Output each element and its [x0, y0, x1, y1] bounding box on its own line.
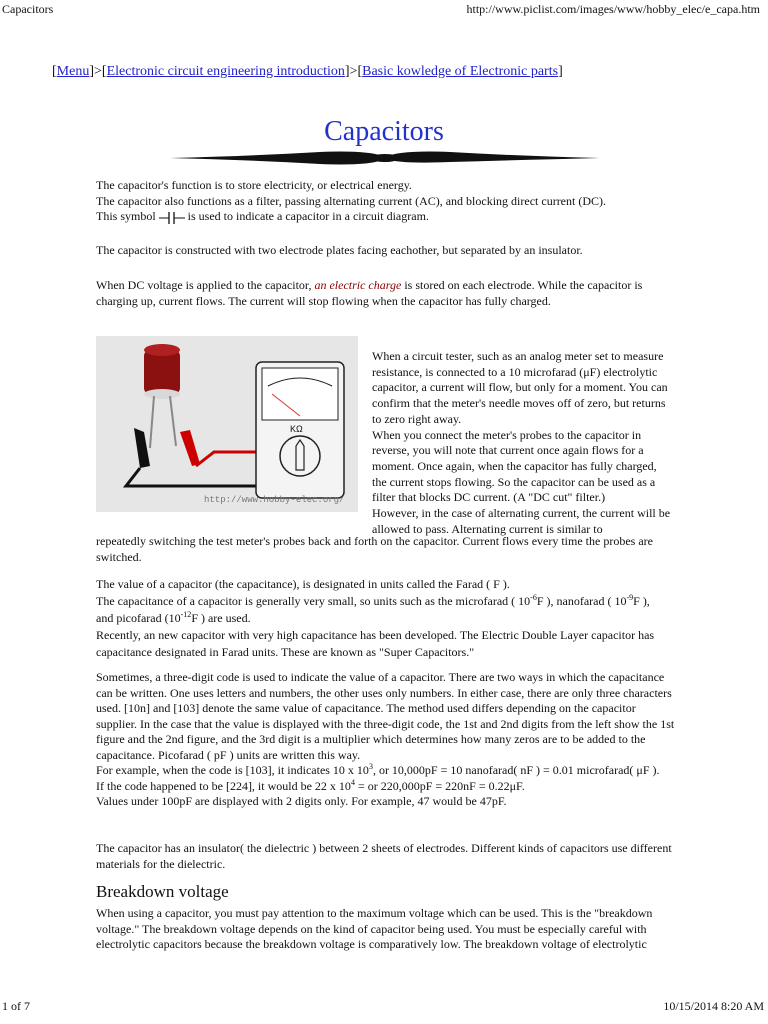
breakdown-paragraph: When using a capacitor, you must pay attention to the maximum voltage which can be used. This is the "breakdown voltage." The breakdown voltage depends on the kind of capacitor being used. You must be especially careful with electrolytic capacitors because the breakdown voltage is comparatively low. The breakdown voltage of electrolytic	[96, 906, 653, 952]
super-capacitor-text: Recently, an new capacitor with very high capacitance has been developed. The Electric Double Layer capacitor has capacitance designated in Farad units. These are known as "Super Capacitors."	[96, 628, 655, 659]
code-example-2a: If the code happened to be [224], it would be 22 x 10	[96, 778, 351, 793]
code-example-3: Values under 100pF are displayed with 2 digits only. For example, 47 would be 47pF.	[96, 794, 507, 808]
intro-line-2: The capacitor also functions as a filter, passing alternating current (AC), and blocking direct current (DC).	[96, 193, 607, 208]
exponent: -12	[180, 610, 192, 619]
breadcrumb-bracket: [	[52, 64, 57, 79]
code-explanation: Sometimes, a three-digit code is used to indicate the value of a capacitor. There are two ways in which the capacitance can be written. One uses letters and numbers, the other uses only numbers. In either case, there are only three characters used. [10n] and [103] denote the same value of capacitance. The method used differs depending on the capacitor supplier. In the case that the value is displayed with the three-digit code, the 1st and 2nd digits from the left show the 1st figure and the 2nd figure, and the 3rd digit is a multiplier which determines how many zeros are to be added to the capacitance. Picofarad ( pF ) units are written this way.	[96, 670, 675, 762]
intro-line-3-end: is used to indicate a capacitor in a circuit diagram.	[187, 209, 429, 224]
page-header-title: Capacitors	[2, 2, 54, 16]
code-paragraph	[96, 670, 676, 810]
breadcrumb-bracket: ]	[558, 64, 563, 79]
farad-line-1: The value of a capacitor (the capacitance), is designated in units called the Farad ( F ).	[96, 577, 510, 591]
figure-watermark: http://www.hobby-elec.org/	[204, 495, 345, 505]
breakdown-heading: Breakdown voltage	[96, 882, 229, 901]
farad-line-2b: F ), nanofarad ( 10	[536, 594, 627, 608]
print-datetime: 10/15/2014 8:20 AM	[663, 999, 764, 1013]
farad-line-2a: The capacitance of a capacitor is generally very small, so units such as the microfarad ( 10	[96, 594, 531, 608]
farad-line-3b: F ) are used.	[191, 611, 251, 625]
tester-side-text	[372, 349, 672, 537]
intro-paragraph	[96, 178, 676, 225]
dc-paragraph	[96, 278, 676, 309]
tester-paragraph-3-end: repeatedly switching the test meter's probes back and forth on the capacitor. Current flows every time the probes are switched.	[96, 534, 653, 564]
decorative-flourish	[170, 148, 600, 168]
breadcrumb	[52, 64, 563, 80]
breadcrumb-parts-link[interactable]: Basic kowledge of Electronic parts	[362, 64, 559, 79]
page-title: Capacitors	[324, 116, 444, 147]
farad-line-3a: and picofarad (10	[96, 611, 181, 625]
farad-line-2c: F ),	[633, 594, 650, 608]
exponent: -6	[530, 593, 537, 602]
capacitor-meter-figure	[96, 336, 358, 512]
intro-line-1: The capacitor's function is to store electricity, or electrical energy.	[96, 178, 412, 192]
code-example-2b: = or 220,000pF = 220nF = 0.22μF.	[354, 778, 525, 793]
page-header-url: http://www.piclist.com/images/www/hobby_elec/e_capa.htm	[466, 2, 760, 16]
intro-line-3-start: This symbol	[96, 209, 156, 224]
farad-paragraph	[96, 576, 676, 661]
capacitor-symbol-icon	[159, 212, 185, 224]
dielectric-paragraph: The capacitor has an insulator( the dielectric ) between 2 sheets of electrodes. Different kinds of capacitors use different materials for the dielectric.	[96, 841, 672, 871]
code-example-1a: For example, when the code is [103], it indicates 10 x 10	[96, 763, 369, 777]
breadcrumb-separator: ]>[	[89, 64, 107, 79]
breadcrumb-separator: ]>[	[344, 64, 363, 79]
exponent: -9	[626, 593, 634, 602]
dc-text-end: is stored on each electrode. While the capacitor is charging up, current flows. The current will stop flowing when the capacitor has fully charged.	[96, 278, 643, 308]
dc-text-start: When DC voltage is applied to the capacitor,	[96, 278, 312, 292]
breadcrumb-menu-link[interactable]: Menu	[56, 64, 90, 79]
dc-emphasis: an electric charge	[314, 278, 402, 292]
construction-paragraph: The capacitor is constructed with two electrode plates facing eachother, but separated by an insulator.	[96, 243, 583, 257]
meter-label: KΩ	[290, 424, 303, 434]
exponent: 4	[350, 777, 355, 787]
tester-paragraph-3-start: However, in the case of alternating current, the current will be allowed to pass. Alternating current is similar to	[372, 506, 671, 536]
code-example-1b: , or 10,000pF = 10 nanofarad( nF ) = 0.01 microfarad( μF ).	[372, 763, 660, 777]
exponent: 3	[368, 762, 373, 771]
page-count: 1 of 7	[2, 999, 30, 1013]
tester-paragraph-1: When a circuit tester, such as an analog meter set to measure resistance, is connected to a 10 microfarad (μF) electrolytic capacitor, a current will flow, but only for a moment. You can confirm that the meter's needle moves off of zero, but returns to zero right away.	[372, 349, 668, 426]
breadcrumb-intro-link[interactable]: Electronic circuit engineering introduction	[106, 64, 345, 79]
tester-paragraph-2: When you connect the meter's probes to the capacitor in reverse, you will note that current once again flows for a moment. Once again, when the capacitor has fully charged, the current stops flowing. So the capacitor can be used as a filter that blocks DC current. (A "DC cut" filter.)	[372, 427, 657, 505]
